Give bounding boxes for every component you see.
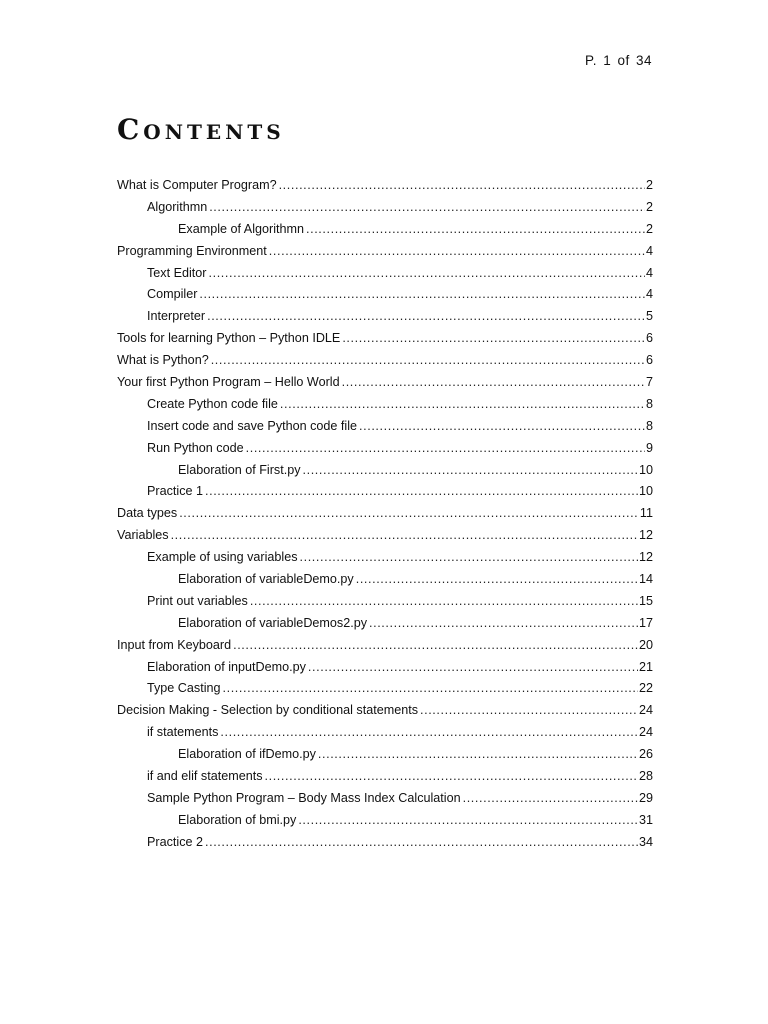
dot-leader [420,700,638,722]
toc-entry[interactable] [117,372,653,394]
dot-leader [233,635,638,657]
toc-entry[interactable] [117,832,653,854]
dot-leader [199,284,645,306]
dot-leader [269,241,645,263]
toc-entry[interactable] [117,525,653,547]
toc-entry-title: Elaboration of variableDemos2.py [178,615,368,630]
dot-leader [369,613,638,635]
dot-leader [298,810,638,832]
dot-leader [223,678,638,700]
toc-entry[interactable] [117,219,653,241]
page-indicator: P. 1 of 34 [584,53,652,68]
toc-entry-page-number: 20 [638,637,653,652]
toc-entry-title: Type Casting [147,681,221,696]
toc-entry-title: Data types [117,506,178,521]
toc-entry-page-number: 15 [638,593,653,608]
toc-entry-page-number: 24 [638,725,653,740]
toc-entry-page-number: 21 [638,659,653,674]
toc-entry-page-number: 2 [645,178,653,192]
toc-entry[interactable] [117,547,653,569]
toc-entry[interactable] [117,306,653,328]
dot-leader [209,263,645,285]
toc-entry-title: Sample Python Program – Body Mass Index Calculation [147,790,461,805]
toc-entry[interactable] [117,438,653,460]
toc-entry-page-number: 26 [638,747,653,762]
toc-entry-page-number: 8 [645,396,653,411]
toc-entry[interactable] [117,416,653,438]
toc-entry-page-number: 4 [645,243,653,258]
toc-entry-page-number: 2 [645,221,653,236]
toc-entry-page-number: 4 [645,287,653,302]
toc-entry-title: Interpreter [147,309,206,324]
toc-entry-title: Print out variables [147,593,248,608]
toc-entry[interactable] [117,328,653,350]
toc-entry[interactable] [117,635,653,657]
toc-entry-title: if statements [147,725,219,740]
toc-entry-title: What is Computer Program? [117,178,277,192]
toc-entry-page-number: 14 [638,572,653,587]
toc-entry[interactable] [117,810,653,832]
toc-entry[interactable] [117,788,653,810]
toc-entry[interactable] [117,350,653,372]
dot-leader [300,547,638,569]
toc-entry-title: Decision Making - Selection by conditional statements [117,703,419,718]
dot-leader [265,766,638,788]
toc-entry-page-number: 12 [638,550,653,565]
toc-entry-page-number: 24 [638,703,653,718]
contents-title: Contents [117,113,285,146]
toc-entry-page-number: 9 [645,440,653,455]
toc-entry-title: What is Python? [117,353,209,368]
toc-entry-title: Elaboration of First.py [178,462,301,477]
toc-entry-page-number: 17 [638,615,653,630]
dot-leader [280,394,645,416]
toc-entry-title: Elaboration of bmi.py [178,812,297,827]
toc-entry-title: Insert code and save Python code file [147,418,358,433]
dot-leader [463,788,638,810]
toc-entry[interactable] [117,678,653,700]
table-of-contents [117,175,653,854]
toc-entry-title: Practice 1 [147,484,203,499]
toc-entry-title: Variables [117,528,169,543]
toc-entry-title: if and elif statements [147,769,263,784]
toc-entry-page-number: 7 [645,375,653,390]
toc-entry-title: Practice 2 [147,834,203,849]
dot-leader [308,657,638,679]
toc-entry[interactable] [117,503,653,525]
toc-entry-title: Elaboration of variableDemo.py [178,572,354,587]
dot-leader [246,438,645,460]
dot-leader [211,350,645,372]
dot-leader [207,306,645,328]
toc-entry-title: Algorithmn [147,199,208,214]
dot-leader [205,832,638,854]
dot-leader [342,328,645,350]
toc-entry-title: Elaboration of ifDemo.py [178,747,316,762]
toc-entry-page-number: 28 [638,769,653,784]
toc-entry-title: Tools for learning Python – Python IDLE [117,331,341,346]
dot-leader [250,591,638,613]
toc-entry[interactable] [117,700,653,722]
toc-entry[interactable] [117,460,653,482]
toc-entry[interactable] [117,744,653,766]
toc-entry[interactable] [117,263,653,285]
toc-entry-page-number: 12 [638,528,653,543]
toc-entry[interactable] [117,481,653,503]
toc-entry-title: Example of Algorithmn [178,221,304,236]
toc-entry-page-number: 22 [638,681,653,696]
toc-entry[interactable] [117,569,653,591]
dot-leader [342,372,645,394]
dot-leader [306,219,645,241]
toc-entry[interactable] [117,591,653,613]
toc-entry[interactable] [117,284,653,306]
toc-entry-title: Text Editor [147,265,207,280]
toc-entry-title: Example of using variables [147,550,298,565]
toc-entry-page-number: 34 [638,834,653,849]
toc-entry-page-number: 6 [645,331,653,346]
toc-entry[interactable] [117,241,653,263]
toc-entry[interactable] [117,722,653,744]
toc-entry-title: Create Python code file [147,396,278,411]
toc-entry-page-number: 10 [638,484,653,499]
dot-leader [318,744,638,766]
dot-leader [179,503,639,525]
toc-entry[interactable] [117,657,653,679]
toc-entry-title: Input from Keyboard [117,637,232,652]
toc-entry-title: Run Python code [147,440,244,455]
dot-leader [220,722,638,744]
toc-entry-page-number: 2 [645,199,653,214]
toc-entry-page-number: 4 [645,265,653,280]
dot-leader [205,481,638,503]
dot-leader [171,525,638,547]
toc-entry-page-number: 8 [645,418,653,433]
toc-entry-page-number: 5 [645,309,653,324]
dot-leader [356,569,638,591]
dot-leader [279,175,645,197]
toc-entry[interactable] [117,175,653,197]
dot-leader [209,197,645,219]
dot-leader [303,460,638,482]
toc-entry[interactable] [117,766,653,788]
toc-entry-page-number: 31 [638,812,653,827]
toc-entry[interactable] [117,613,653,635]
toc-entry-page-number: 11 [639,506,653,521]
toc-entry-page-number: 10 [638,462,653,477]
toc-entry-title: Elaboration of inputDemo.py [147,659,306,674]
toc-entry-title: Programming Environment [117,243,267,258]
toc-entry-page-number: 6 [645,353,653,368]
toc-entry-title: Your first Python Program – Hello World [117,375,340,390]
toc-entry-page-number: 29 [638,790,653,805]
toc-entry[interactable] [117,394,653,416]
toc-entry[interactable] [117,197,653,219]
toc-entry-title: Compiler [147,287,198,302]
dot-leader [359,416,645,438]
